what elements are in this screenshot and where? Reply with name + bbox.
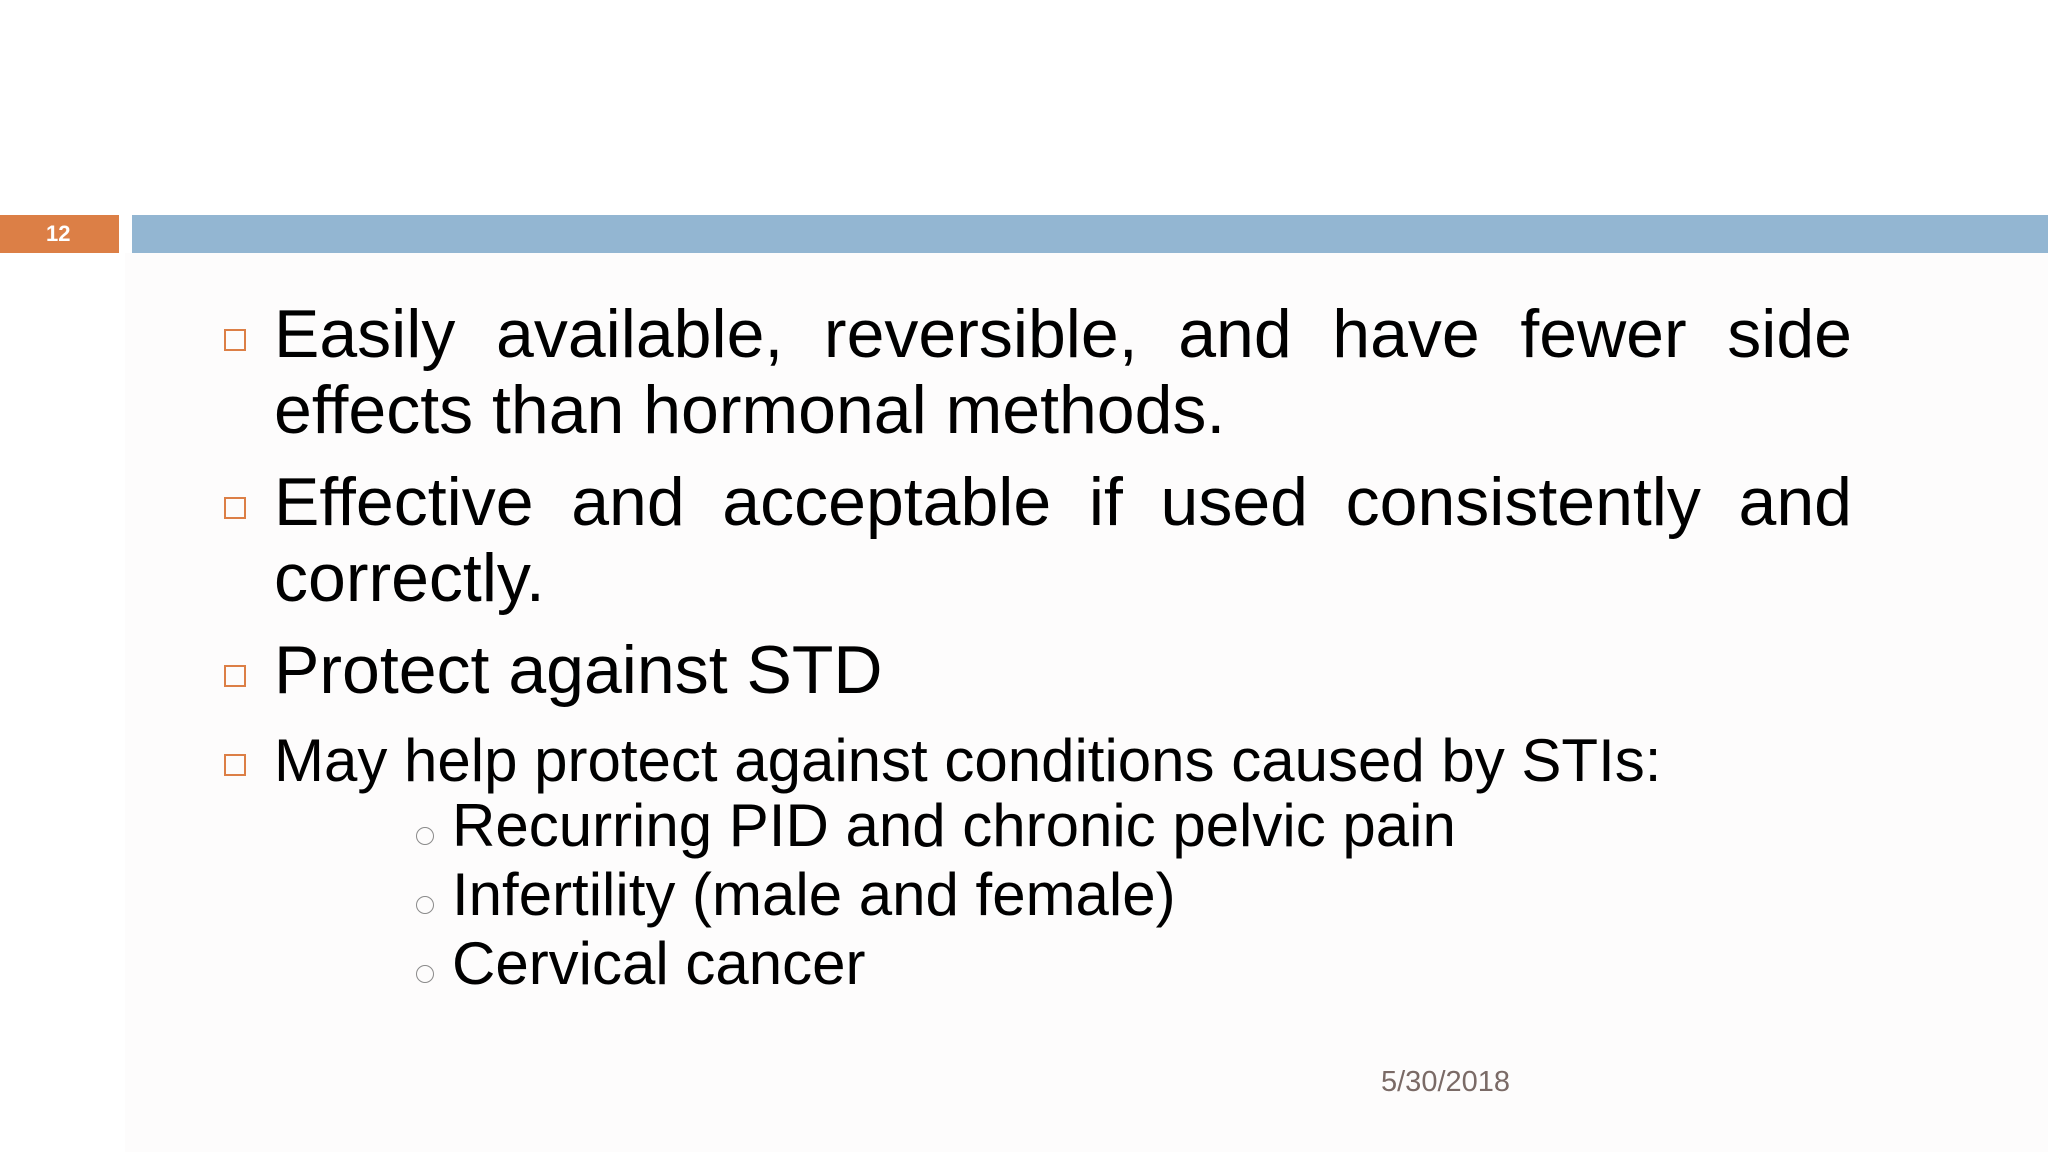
title-bar <box>132 215 2048 253</box>
circle-bullet-icon <box>416 965 434 983</box>
bullet-item <box>220 632 1852 708</box>
square-bullet-icon <box>224 329 246 351</box>
bullet-list <box>220 296 1852 798</box>
bullet-item <box>220 724 1852 798</box>
square-bullet-icon <box>224 754 246 776</box>
square-bullet-icon <box>224 665 246 687</box>
sub-bullet-text: Infertility (male and female) <box>452 861 1176 928</box>
sub-bullet-item <box>412 929 1456 998</box>
bullet-text: Effective and acceptable if used consistently and correctly. <box>274 464 1852 616</box>
circle-bullet-icon <box>416 827 434 845</box>
sub-bullet-text: Recurring PID and chronic pelvic pain <box>452 792 1456 859</box>
bullet-text: Easily available, reversible, and have fewer side effects than hormonal methods. <box>274 296 1852 448</box>
circle-bullet-icon <box>416 896 434 914</box>
bullet-text: Protect against STD <box>274 632 883 708</box>
square-bullet-icon <box>224 497 246 519</box>
sub-bullet-item <box>412 791 1456 860</box>
slide-date: 5/30/2018 <box>1381 1066 1511 1098</box>
sub-bullet-list <box>412 791 1456 998</box>
bullet-text: May help protect against conditions caused by STIs: <box>274 727 1662 794</box>
bullet-item <box>220 464 1852 616</box>
slide-number: 12 <box>0 215 119 253</box>
bullet-item <box>220 296 1852 448</box>
sub-bullet-text: Cervical cancer <box>452 930 866 997</box>
sub-bullet-item <box>412 860 1456 929</box>
